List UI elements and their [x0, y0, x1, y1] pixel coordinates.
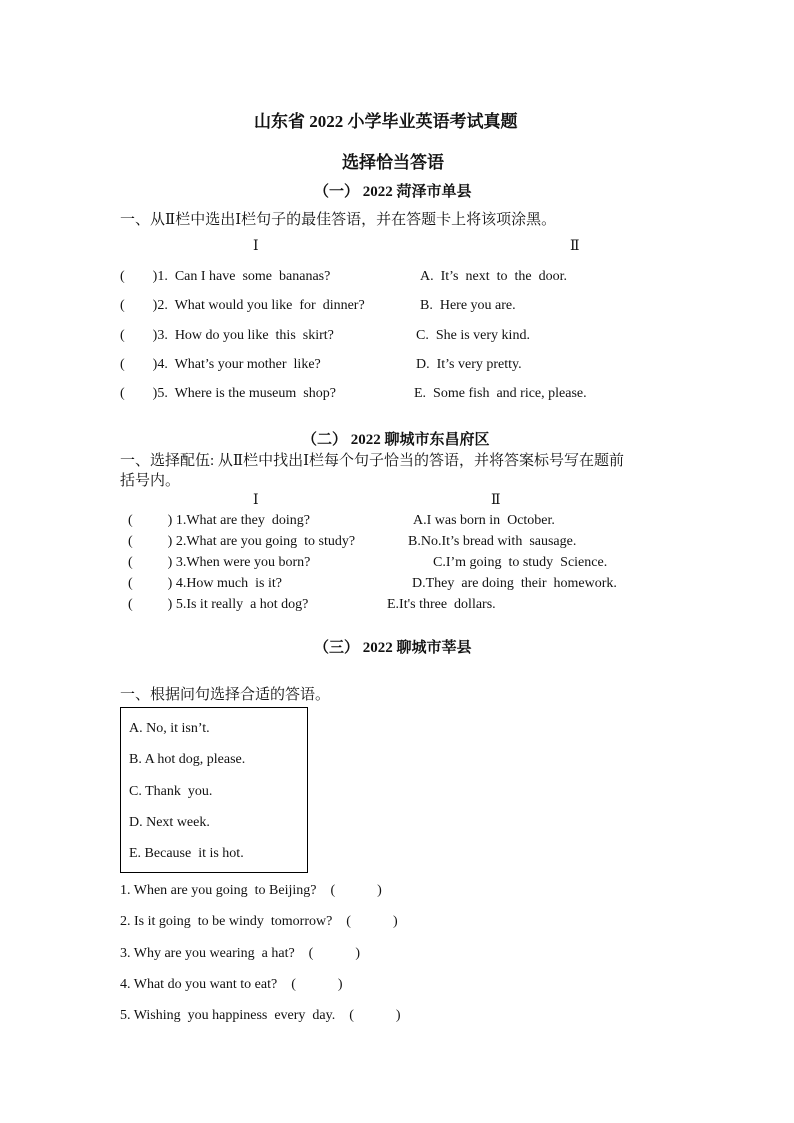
section-3-question-4: 4. What do you want to eat? ( ): [120, 977, 343, 992]
section-2-question-4: ( ) 4.How much is it?: [128, 576, 282, 591]
section-1-heading: （一） 2022 菏泽市单县: [314, 184, 472, 200]
section-2-answer-a: A.I was born in October.: [413, 513, 555, 528]
section-2-column-ii: Ⅱ: [491, 493, 501, 508]
section-1-question-1: ( )1. Can I have some bananas?: [120, 269, 331, 284]
section-2-instruction-line-1: 一、选择配伍: 从Ⅱ栏中找出Ⅰ栏每个句子恰当的答语，并将答案标号写在题前: [120, 453, 625, 469]
section-1-answer-c: C. She is very kind.: [416, 328, 530, 343]
section-1-question-3: ( )3. How do you like this skirt?: [120, 328, 334, 343]
section-1-answer-b: B. Here you are.: [420, 298, 516, 313]
section-1-answer-a: A. It’s next to the door.: [420, 269, 567, 284]
section-3-option-a: A. No, it isn’t.: [129, 721, 210, 736]
section-3-instruction: 一、根据问句选择合适的答语。: [120, 687, 331, 703]
section-1-question-2: ( )2. What would you like for dinner?: [120, 298, 365, 313]
section-2-answer-b: B.No.It’s bread with sausage.: [408, 534, 577, 549]
section-2-heading: （二） 2022 聊城市东昌府区: [302, 432, 490, 448]
section-1-answer-d: D. It’s very pretty.: [416, 357, 522, 372]
section-2-question-5: ( ) 5.Is it really a hot dog?: [128, 597, 309, 612]
section-3-option-e: E. Because it is hot.: [129, 846, 244, 861]
section-2-answer-c: C.I’m going to study Science.: [433, 555, 608, 570]
section-2-answer-e: E.It's three dollars.: [387, 597, 496, 612]
section-1-question-5: ( )5. Where is the museum shop?: [120, 386, 336, 401]
section-2-question-2: ( ) 2.What are you going to study?: [128, 534, 356, 549]
section-2-question-1: ( ) 1.What are they doing?: [128, 513, 310, 528]
section-3-heading: （三） 2022 聊城市莘县: [314, 640, 472, 656]
section-1-answer-e: E. Some fish and rice, please.: [414, 386, 587, 401]
page-title: 山东省 2022 小学毕业英语考试真题: [254, 112, 518, 131]
section-3-question-5: 5. Wishing you happiness every day. ( ): [120, 1008, 401, 1023]
section-2-column-i: Ⅰ: [253, 493, 259, 508]
section-1-instruction: 一、从Ⅱ栏中选出Ⅰ栏句子的最佳答语，并在答题卡上将该项涂黑。: [120, 212, 557, 228]
section-1-question-4: ( )4. What’s your mother like?: [120, 357, 321, 372]
section-3-question-3: 3. Why are you wearing a hat? ( ): [120, 946, 360, 961]
section-3-option-c: C. Thank you.: [129, 784, 213, 799]
section-2-answer-d: D.They are doing their homework.: [412, 576, 617, 591]
section-2-question-3: ( ) 3.When were you born?: [128, 555, 311, 570]
section-1-column-ii: Ⅱ: [570, 239, 580, 254]
section-3-option-d: D. Next week.: [129, 815, 210, 830]
section-3-question-2: 2. Is it going to be windy tomorrow? ( ): [120, 914, 398, 929]
section-2-instruction-line-2: 括号内。: [120, 473, 181, 489]
section-3-option-b: B. A hot dog, please.: [129, 752, 246, 767]
page-subtitle: 选择恰当答语: [342, 153, 444, 172]
section-1-column-i: Ⅰ: [253, 239, 259, 254]
section-3-question-1: 1. When are you going to Beijing? ( ): [120, 883, 382, 898]
